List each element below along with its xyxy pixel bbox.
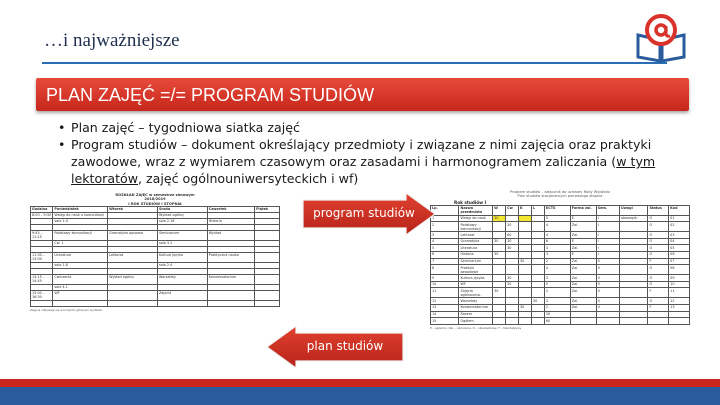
program-table-cell [669, 311, 690, 318]
program-table-cell: Zajęcia ogólnouniw. [459, 288, 493, 298]
program-table-cell [506, 298, 519, 305]
plan-table-cell: sala 1.4 [53, 218, 108, 224]
program-table-cell: E [570, 251, 596, 258]
program-column-header: Nazwa przedmiotu [459, 205, 493, 215]
program-table-cell [519, 275, 532, 282]
program-table-cell: Gramatyka [459, 238, 493, 245]
plan-table-cell: Podstawy komunikacji [53, 230, 108, 240]
plan-table-cell: 13:15 – 14:45 [31, 274, 53, 284]
plan-document-thumbnail [30, 193, 280, 366]
program-table-cell: 30 [506, 222, 519, 232]
program-column-header: Ćw [506, 205, 519, 215]
program-column-header: Lp. [431, 205, 459, 215]
plan-column-header: Środa [157, 206, 207, 212]
program-table-cell: 30 [506, 245, 519, 252]
program-table-cell [619, 258, 647, 265]
program-table-cell: O [648, 281, 669, 288]
program-table-cell: WF [459, 281, 493, 288]
program-table-cell: 5 [544, 215, 570, 222]
program-table-header [431, 205, 690, 215]
program-table-cell [519, 288, 532, 298]
program-table-cell: 12 [669, 298, 690, 305]
program-table-cell [531, 232, 544, 239]
program-table-cell: 2 [544, 304, 570, 311]
program-table-cell: I [596, 238, 619, 245]
plan-table-cell: 11:30 – 13:00 [31, 252, 53, 262]
plan-table-cell: Praktyczna nauka [207, 252, 254, 262]
program-table-cell: 12 [431, 298, 459, 305]
program-table-cell: O [648, 238, 669, 245]
plan-table-cell: WF [53, 290, 108, 300]
program-table-cell [531, 288, 544, 298]
program-table-cell: I [596, 245, 619, 252]
program-table-cell: 30 [493, 288, 506, 298]
program-table-cell [619, 251, 647, 258]
program-table-cell: 13 [431, 304, 459, 311]
program-table-cell [493, 245, 506, 252]
program-table-cell [669, 318, 690, 325]
plan-table-cell: Zajęcia [157, 290, 207, 300]
program-table-cell: 11 [431, 288, 459, 298]
program-table-cell [619, 222, 647, 232]
program-table-cell: Podstawy komunikacji [459, 222, 493, 232]
program-table-cell: I [596, 232, 619, 239]
program-table-cell [519, 232, 532, 239]
program-table-row [431, 238, 690, 245]
program-table-cell [619, 304, 647, 311]
plan-column-header: Czwartek [207, 206, 254, 212]
plan-table-cell: Kultura języka [157, 252, 207, 262]
program-table-cell [519, 238, 532, 245]
program-table-cell: 30 [544, 311, 570, 318]
plan-table-cell [255, 300, 280, 306]
program-table-cell [619, 298, 647, 305]
program-table-cell [506, 288, 519, 298]
plan-table-cell: Seminarium [157, 230, 207, 240]
program-table-cell [493, 258, 506, 265]
program-table-cell [531, 238, 544, 245]
program-table-cell: Zal. [570, 288, 596, 298]
program-table-cell [531, 318, 544, 325]
program-arrow [302, 192, 436, 236]
program-table-cell: 6 [431, 251, 459, 258]
program-table-row [431, 275, 690, 282]
program-table-cell: Zal. [570, 232, 596, 239]
program-table-cell [493, 275, 506, 282]
program-table-cell: 30 [506, 238, 519, 245]
program-table-cell: F [648, 258, 669, 265]
program-table-cell: I [596, 215, 619, 222]
program-table-cell: 15 [431, 318, 459, 325]
program-table-cell [531, 311, 544, 318]
program-table-cell: 1 [431, 215, 459, 222]
program-table-cell: Seminarium [459, 258, 493, 265]
program-table-cell [619, 281, 647, 288]
program-table-cell: 11 [669, 288, 690, 298]
program-table-cell: E [570, 238, 596, 245]
program-column-header: L [531, 205, 544, 215]
program-table-cell: Praktyki zawodowe [459, 265, 493, 275]
plan-table-cell [255, 252, 280, 262]
program-table-cell [519, 298, 532, 305]
program-table-cell [493, 232, 506, 239]
plan-table-cell: Gramatyka opisowa [108, 230, 158, 240]
program-table-cell [519, 318, 532, 325]
bullet-program-underlined: w tym lektoratów [71, 154, 656, 186]
program-table-row [431, 245, 690, 252]
program-table-cell: O [648, 265, 669, 275]
program-column-header: Sem. [596, 205, 619, 215]
program-table-cell [506, 258, 519, 265]
logo [633, 11, 689, 63]
program-doc-header-line: Program studiów – załącznik do uchwały Rady Wydziału [509, 190, 611, 194]
program-table-cell: Kultura języka [459, 275, 493, 282]
program-table-cell [619, 318, 647, 325]
program-table-cell [531, 251, 544, 258]
program-table-cell [519, 222, 532, 232]
program-table-cell: 09 [669, 275, 690, 282]
program-table-cell [493, 318, 506, 325]
plan-column-header: Poniedziałek [53, 206, 108, 212]
plan-arrow [266, 325, 404, 369]
program-table-cell: I [596, 251, 619, 258]
program-table-cell: Literatura [459, 245, 493, 252]
program-table-cell: II [596, 304, 619, 311]
program-table-cell: O [648, 215, 669, 222]
bullet-program-definition [58, 136, 698, 187]
plan-table-row [31, 300, 280, 306]
plan-table-cell: Wykład ogólny [157, 212, 207, 218]
plan-table-cell: 15:00 – 16:30 [31, 290, 53, 300]
plan-table-cell: Konwersatorium [207, 274, 254, 284]
plan-table-cell: Ćw. 1 [53, 240, 108, 246]
plan-table-cell: sala 2.4 [157, 262, 207, 268]
program-table-cell: 3 [544, 251, 570, 258]
plan-doc-header [30, 193, 280, 206]
program-table-cell: 30 [493, 215, 506, 222]
program-table-cell [506, 265, 519, 275]
program-table-cell: Zal. [570, 298, 596, 305]
program-table-row [431, 318, 690, 325]
program-table-cell [531, 275, 544, 282]
program-table-cell: O [648, 251, 669, 258]
program-table-cell [619, 265, 647, 275]
program-table-cell [531, 222, 544, 232]
program-table-cell [570, 318, 596, 325]
program-table-cell: 14 [431, 311, 459, 318]
program-table-cell: 30 [493, 238, 506, 245]
plan-arrow-label: plan studiów [306, 339, 384, 353]
program-table-row [431, 215, 690, 222]
program-table-cell: 6 [544, 238, 570, 245]
plan-table-cell [108, 290, 158, 300]
program-column-header: Kod [669, 205, 690, 215]
plan-table-cell: sala 4.1 [53, 284, 108, 290]
footer-band [0, 387, 720, 405]
program-document-thumbnail [430, 190, 690, 368]
plan-table-cell: Historia [207, 218, 254, 224]
program-table-row [431, 311, 690, 318]
plan-doc-footnote: Zajęcia odbywają się w budynku głównym wydziału. [30, 307, 104, 312]
program-table-cell: Wstęp do nauk [459, 215, 493, 222]
program-table-cell: Zal. [570, 245, 596, 252]
program-table-cell: 3 [544, 275, 570, 282]
plan-table-row [31, 252, 280, 262]
program-table-cell: Zal. [570, 304, 596, 311]
program-table-cell [506, 251, 519, 258]
program-table-cell [506, 318, 519, 325]
bullet-program-text: Program studiów – dokument określający przedmioty i związane z nimi zajęcia oraz praktyki zawodowe, wraz z wymiarem czasowym oraz zasadami i harmonogramem zaliczania ( [71, 137, 652, 169]
program-table-row [431, 298, 690, 305]
plan-table-cell [207, 290, 254, 300]
program-table-cell [493, 222, 506, 232]
plan-table-cell [255, 290, 280, 300]
plan-table-row [31, 274, 280, 284]
program-table-cell: 30 [506, 281, 519, 288]
program-table-cell [531, 215, 544, 222]
program-table-cell: II [596, 258, 619, 265]
program-table-cell [531, 265, 544, 275]
program-table-row [431, 232, 690, 239]
program-table-cell: II [596, 281, 619, 288]
program-table-cell: II [596, 298, 619, 305]
program-doc-section: Rok studiów I [454, 199, 487, 205]
plan-table-cell: sala 3.2 [157, 240, 207, 246]
program-table-cell: Zal. [570, 222, 596, 232]
program-table-cell: 4 [544, 232, 570, 239]
program-table-cell [506, 304, 519, 311]
program-table-cell: 04 [669, 238, 690, 245]
program-table-cell: 60 [544, 318, 570, 325]
plan-column-header: Wtorek [108, 206, 158, 212]
program-table-cell: Zal. [570, 275, 596, 282]
at-sign-book-icon [633, 11, 689, 63]
bullet-plan-definition: • Plan zajęć – tygodniowa siatka zajęć [58, 119, 698, 136]
program-table-cell: I [596, 222, 619, 232]
program-table-cell [648, 311, 669, 318]
program-table-cell [619, 232, 647, 239]
program-table-cell: O [648, 275, 669, 282]
plan-table-cell: sala 2.16 [157, 218, 207, 224]
program-table [430, 205, 690, 325]
plan-table-cell [255, 230, 280, 240]
program-table-cell: 30 [531, 298, 544, 305]
program-doc-footnote: E – egzamin, Zal. – zaliczenie, O – obowiązkowy, F – fakultatywny [430, 325, 522, 330]
program-table-cell: 3 [544, 298, 570, 305]
program-table-cell [619, 288, 647, 298]
program-table-cell [493, 311, 506, 318]
plan-table-cell: Wstęp do nauk o komunikacji [53, 212, 108, 218]
program-table-cell: 13 [669, 304, 690, 311]
program-table-cell: O [648, 232, 669, 239]
program-table-row [431, 304, 690, 311]
program-table-cell [619, 275, 647, 282]
program-table-cell: Konwersatorium [459, 304, 493, 311]
program-table-cell [519, 281, 532, 288]
plan-table-cell [157, 300, 207, 306]
program-table-cell: Warsztaty [459, 298, 493, 305]
plan-table-cell: Wykład [207, 230, 254, 240]
plan-table-cell: Literatura [53, 252, 108, 262]
bullet-program-tail: , zajęć ogólnouniwersyteckich i wf) [138, 171, 359, 186]
program-table-cell: Zal. [570, 265, 596, 275]
title-divider [42, 62, 667, 64]
plan-table-cell: 9:45 – 11:15 [31, 230, 53, 240]
program-arrow-label: program studiów [313, 206, 415, 220]
program-table-cell: II [596, 288, 619, 298]
plan-table-cell [108, 300, 158, 306]
plan-table-cell: 8:00 – 9:30 [32, 213, 52, 218]
plan-table-cell: Lektorat [108, 252, 158, 262]
program-table-cell: Lektorat [459, 232, 493, 239]
program-table-row [431, 258, 690, 265]
program-column-header: Forma zal. [570, 205, 596, 215]
program-table-cell: 07 [669, 258, 690, 265]
program-table-cell: 4 [544, 265, 570, 275]
program-table-cell: 30 [506, 275, 519, 282]
program-table-cell [519, 251, 532, 258]
program-table-cell: 08 [669, 265, 690, 275]
program-column-header: Uwagi [619, 205, 647, 215]
program-table-cell [506, 311, 519, 318]
program-table-cell: E [570, 215, 596, 222]
program-table-row [431, 222, 690, 232]
program-column-header: K [519, 205, 532, 215]
program-table-cell [596, 311, 619, 318]
plan-table-cell: sala 1.8 [53, 262, 108, 268]
program-table-cell: 4 [431, 238, 459, 245]
program-table-cell: 3 [544, 245, 570, 252]
banner-heading: PLAN ZAJĘĆ =/= PROGRAM STUDIÓW [36, 78, 689, 111]
program-table-cell: Ogółem [459, 318, 493, 325]
program-table-cell [531, 304, 544, 311]
program-table-cell [619, 311, 647, 318]
program-table-cell: 2 [544, 258, 570, 265]
program-table-cell: O [648, 222, 669, 232]
program-table-cell [619, 238, 647, 245]
plan-column-header: Piątek [255, 206, 280, 212]
program-table-cell [531, 281, 544, 288]
program-doc-header [430, 190, 690, 199]
program-table-cell: 4 [544, 222, 570, 232]
program-table-cell: 9 [431, 275, 459, 282]
program-table-cell [619, 245, 647, 252]
program-table-cell [519, 265, 532, 275]
program-column-header: ECTS [544, 205, 570, 215]
program-table-cell: 8 [431, 265, 459, 275]
program-column-header: Status [648, 205, 669, 215]
program-table-cell: 30 [493, 251, 506, 258]
program-table-cell: F [648, 304, 669, 311]
plan-table-cell: Ćwiczenia [53, 274, 108, 284]
program-table-cell [493, 265, 506, 275]
program-table-cell: F [648, 288, 669, 298]
program-doc-header-line: Plan studiów stacjonarnych pierwszego stopnia [517, 194, 603, 199]
bullet-list [58, 119, 698, 187]
program-table-cell: 2 [431, 222, 459, 232]
program-table-cell: 30 [519, 258, 532, 265]
plan-table-cell: Wykład ogólny [108, 274, 158, 284]
program-table-cell: 0 [544, 281, 570, 288]
program-table-cell [519, 311, 532, 318]
program-table-cell [493, 304, 506, 311]
program-column-header: W [493, 205, 506, 215]
program-table-row [431, 288, 690, 298]
program-table-cell: O [648, 298, 669, 305]
program-table-cell: 5 [431, 245, 459, 252]
program-table-cell: 10 [669, 281, 690, 288]
program-table-cell [531, 245, 544, 252]
plan-table [30, 206, 280, 307]
program-table-cell: Zal. [570, 258, 596, 265]
plan-table-row [31, 290, 280, 300]
program-table-cell [519, 245, 532, 252]
slide-title: …i najważniejsze [44, 30, 180, 51]
program-table-row [431, 281, 690, 288]
program-table-cell [519, 215, 532, 222]
program-table-cell [493, 298, 506, 305]
program-table-cell: 2 [544, 288, 570, 298]
program-table-cell: 01 [669, 215, 690, 222]
program-table-cell: obowiązk. [619, 215, 647, 222]
program-table-cell: Razem [459, 311, 493, 318]
program-table-cell: 60 [506, 232, 519, 239]
plan-table-cell [207, 300, 254, 306]
program-table-cell: Historia [459, 251, 493, 258]
program-table-cell [531, 258, 544, 265]
plan-table-row [31, 230, 280, 240]
program-table-cell: 3 [431, 232, 459, 239]
program-table-cell [570, 311, 596, 318]
plan-doc-header-line: ROZKŁAD ZAJĘĆ w semestrze zimowym [115, 193, 195, 197]
program-table-cell: 7 [431, 258, 459, 265]
program-table-cell: 10 [431, 281, 459, 288]
plan-table-cell [255, 274, 280, 284]
program-table-cell: O [648, 245, 669, 252]
program-table-row [431, 265, 690, 275]
program-table-cell [596, 318, 619, 325]
program-table-cell: 03 [669, 232, 690, 239]
plan-doc-header-line: 2018/2019 [144, 197, 166, 202]
program-table-cell [648, 318, 669, 325]
program-table-cell [506, 215, 519, 222]
program-table-cell: 02 [669, 222, 690, 232]
program-table-cell: 06 [669, 251, 690, 258]
program-table-cell: Zal. [570, 281, 596, 288]
program-table-cell [493, 281, 506, 288]
plan-table-cell [31, 300, 53, 306]
program-table-cell: 05 [669, 245, 690, 252]
plan-column-header: Godzina [31, 206, 53, 212]
plan-table-cell [53, 300, 108, 306]
program-table-cell: 30 [519, 304, 532, 311]
program-table-cell: II [596, 265, 619, 275]
plan-table-cell: Warsztaty [157, 274, 207, 284]
plan-doc-header-line: I ROK STUDIÓW I STOPNIA [128, 201, 182, 206]
program-table-row [431, 251, 690, 258]
program-table-cell: II [596, 275, 619, 282]
